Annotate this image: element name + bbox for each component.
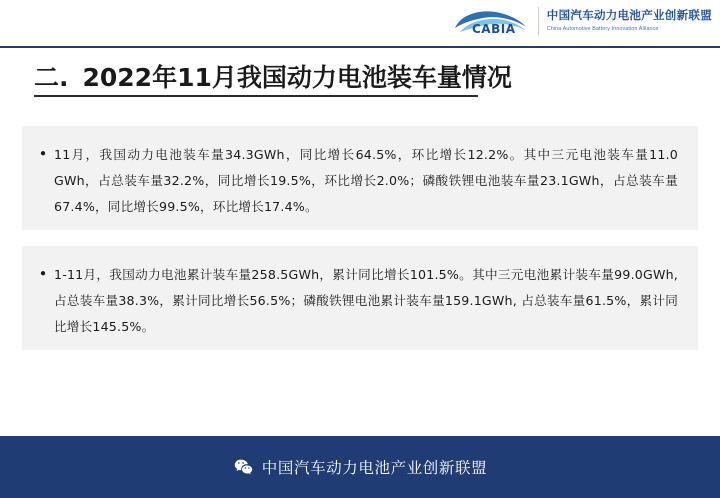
wechat-icon <box>233 457 254 478</box>
page-title <box>34 58 512 94</box>
list-item-text: 11月，我国动力电池装车量34.3GWh，同比增长64.5%，环比增长12.2%。其中三元电池装车量11.0 GWh，占总装车量32.2%，同比增长19.5%，环比增长2.0%；磷酸铁锂电池装车量23.1GWh，占总装车量67.4%，同比增长99.5%，环比增长17.4%。 <box>54 147 678 214</box>
content-card-cumulative <box>22 246 698 350</box>
bullet-icon: ● <box>40 148 47 159</box>
organization-name <box>547 10 712 31</box>
title-text: 2022年11月我国动力电池装车量情况 <box>82 63 512 92</box>
slide-footer <box>0 436 720 498</box>
footer-text: 中国汽车动力电池产业创新联盟 <box>261 459 488 477</box>
organization-name-en: China Automotive Battery Innovation Alliance <box>546 25 659 32</box>
footer-content <box>233 456 487 478</box>
content-card-monthly <box>22 126 698 230</box>
logo-divider <box>538 7 539 35</box>
title-underline <box>34 95 478 97</box>
list-item <box>40 142 678 219</box>
list-item <box>40 262 678 339</box>
organization-name-cn: 中国汽车动力电池产业创新联盟 <box>546 10 712 23</box>
slide-header <box>0 0 720 47</box>
cabia-logo-icon <box>452 6 530 36</box>
organization-logo <box>452 6 712 36</box>
title-number: 二. <box>34 63 69 92</box>
header-divider-line <box>0 46 720 48</box>
list-item-text: 1-11月，我国动力电池累计装车量258.5GWh，累计同比增长101.5%。其中三元电池累计装车量99.0GWh, 占总装车量38.3%，累计同比增长56.5%；磷酸铁锂电池累计装车量159.1GWh, 占总装车量61.5%，累计同比增长145.5%。 <box>54 267 678 334</box>
bullet-icon: ● <box>40 268 47 279</box>
svg-text:CABIA: CABIA <box>471 22 516 36</box>
